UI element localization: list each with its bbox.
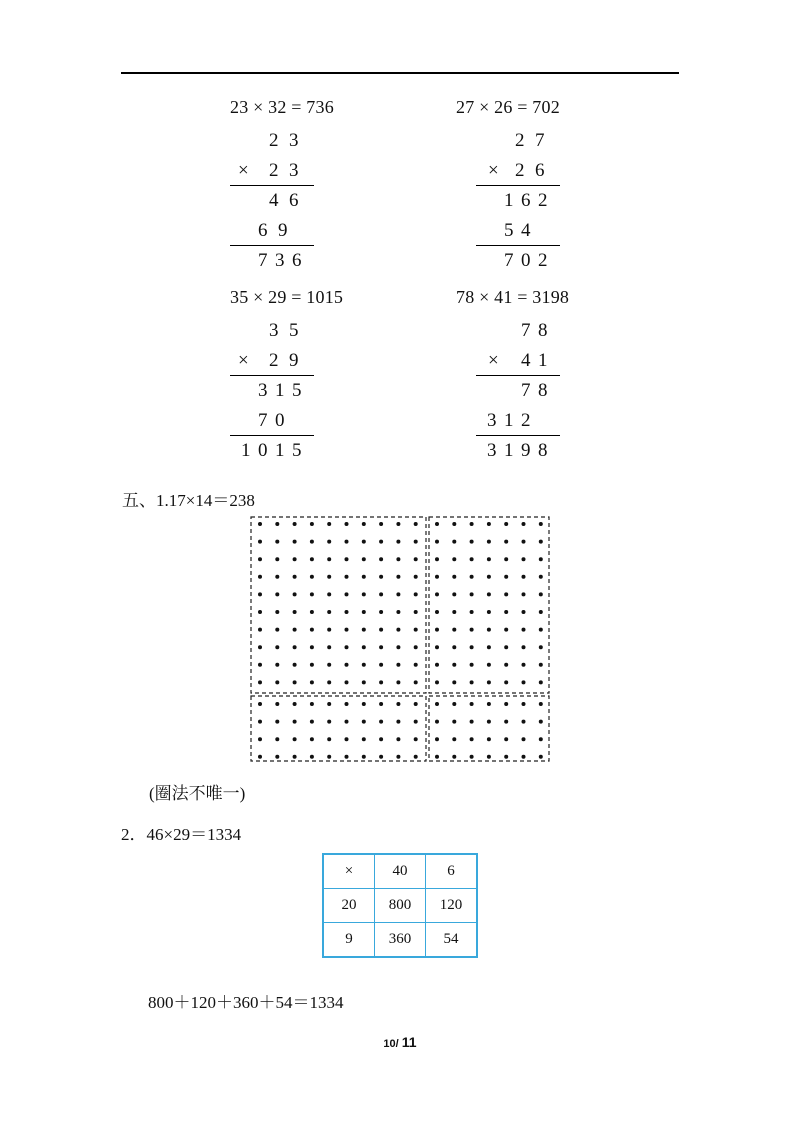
dot [522, 575, 526, 579]
dot [345, 663, 349, 667]
dot [470, 575, 474, 579]
dot [362, 540, 366, 544]
dot [452, 575, 456, 579]
dot [396, 755, 400, 759]
dot [414, 610, 418, 614]
dot [470, 610, 474, 614]
dot [310, 737, 314, 741]
table-row [323, 854, 477, 889]
partial-product-1: 1 6 2 [504, 190, 548, 211]
dot [362, 557, 366, 561]
dot [452, 720, 456, 724]
table-cell: 6 [426, 854, 478, 889]
product: 3 1 9 8 [487, 440, 548, 461]
dot [293, 680, 297, 684]
dot [275, 557, 279, 561]
dot [470, 680, 474, 684]
dot [414, 522, 418, 526]
dot [470, 663, 474, 667]
dot [275, 522, 279, 526]
dot [414, 680, 418, 684]
dot [310, 557, 314, 561]
dot [470, 557, 474, 561]
dot [327, 720, 331, 724]
dot [362, 592, 366, 596]
dot [504, 540, 508, 544]
rule [230, 375, 314, 376]
dot [396, 680, 400, 684]
table-row [323, 889, 477, 923]
dot [539, 522, 543, 526]
dot [275, 592, 279, 596]
dot [275, 720, 279, 724]
table-cell: 20 [323, 889, 375, 923]
dot [487, 645, 491, 649]
dot [310, 628, 314, 632]
dot [396, 720, 400, 724]
dot [258, 702, 262, 706]
dot [435, 720, 439, 724]
dot [293, 522, 297, 526]
dot [345, 522, 349, 526]
dot [539, 540, 543, 544]
dot [327, 575, 331, 579]
dot [310, 592, 314, 596]
multiplicand: 2 7 [515, 130, 545, 151]
rule [230, 185, 314, 186]
dot [258, 737, 262, 741]
multiplicand: 3 5 [269, 320, 299, 341]
dot [435, 557, 439, 561]
dot [258, 610, 262, 614]
dot [258, 557, 262, 561]
dot [470, 540, 474, 544]
dot [362, 720, 366, 724]
dot [470, 645, 474, 649]
dot [452, 522, 456, 526]
dot [293, 557, 297, 561]
dot [310, 645, 314, 649]
dot [275, 610, 279, 614]
dot [362, 737, 366, 741]
multiplier: × 4 1 [488, 350, 548, 371]
dot [258, 575, 262, 579]
dot [487, 540, 491, 544]
page-number [0, 1034, 800, 1050]
dot [327, 540, 331, 544]
dot [414, 575, 418, 579]
dot [345, 702, 349, 706]
dot [435, 610, 439, 614]
dot [293, 610, 297, 614]
dot [414, 737, 418, 741]
dot [327, 645, 331, 649]
dot [275, 575, 279, 579]
dot [435, 645, 439, 649]
dot [310, 702, 314, 706]
dot [345, 557, 349, 561]
dot [362, 522, 366, 526]
dot [293, 702, 297, 706]
dot [435, 755, 439, 759]
dot [327, 557, 331, 561]
dot [539, 755, 543, 759]
dot [345, 680, 349, 684]
dot [435, 540, 439, 544]
dot [470, 628, 474, 632]
dot [345, 737, 349, 741]
dot [310, 680, 314, 684]
dot [539, 680, 543, 684]
dot [293, 663, 297, 667]
dot [487, 663, 491, 667]
dot [414, 720, 418, 724]
dot [293, 592, 297, 596]
table-cell: 9 [323, 923, 375, 958]
dot [379, 663, 383, 667]
table-cell: 800 [375, 889, 426, 923]
multiplier: × 2 6 [488, 160, 545, 181]
product: 7 3 6 [258, 250, 302, 271]
partial-product-1: 4 6 [269, 190, 299, 211]
rule [476, 375, 560, 376]
dot [504, 680, 508, 684]
dot [275, 628, 279, 632]
dot [504, 610, 508, 614]
dot [396, 702, 400, 706]
dot [504, 575, 508, 579]
dot [396, 645, 400, 649]
partial-product-2: 3 1 2 [487, 410, 531, 431]
dot [487, 737, 491, 741]
table-cell: 40 [375, 854, 426, 889]
dot [345, 575, 349, 579]
dot [539, 575, 543, 579]
dot [435, 628, 439, 632]
dot [327, 702, 331, 706]
partial-product-2: 6 9 [258, 220, 288, 241]
dot [414, 557, 418, 561]
dot [310, 522, 314, 526]
dot [310, 755, 314, 759]
dot [539, 592, 543, 596]
dot [539, 720, 543, 724]
dot [258, 680, 262, 684]
equation: 27 × 26 = 702 [456, 97, 560, 117]
dot [362, 645, 366, 649]
dot [470, 702, 474, 706]
dot [327, 663, 331, 667]
dot [362, 755, 366, 759]
dot [379, 680, 383, 684]
partial-product-1: 3 1 5 [258, 380, 302, 401]
dot [327, 610, 331, 614]
dot [379, 628, 383, 632]
dot [470, 755, 474, 759]
dot [539, 557, 543, 561]
equation: 78 × 41 = 3198 [456, 287, 570, 307]
page-total: 11 [401, 1034, 417, 1050]
dot [522, 737, 526, 741]
dot [487, 575, 491, 579]
dot [452, 755, 456, 759]
question-5-heading: 五、1.17×14＝238 [122, 491, 255, 510]
multiplication-grid-table [322, 853, 478, 958]
dot [293, 737, 297, 741]
dot [414, 540, 418, 544]
dot [504, 557, 508, 561]
dot [362, 628, 366, 632]
table-cell: × [323, 854, 375, 889]
dot [522, 720, 526, 724]
dot [487, 592, 491, 596]
dot [522, 645, 526, 649]
rule [476, 435, 560, 436]
dot [487, 755, 491, 759]
dot [435, 592, 439, 596]
times-sign: × [238, 160, 249, 181]
dot [345, 628, 349, 632]
times-sign: × [488, 350, 499, 371]
dot [327, 680, 331, 684]
dot [522, 702, 526, 706]
rule [476, 185, 560, 186]
dot [539, 702, 543, 706]
dot [258, 755, 262, 759]
dot [345, 645, 349, 649]
dot [452, 610, 456, 614]
dot [487, 720, 491, 724]
dot [539, 610, 543, 614]
dot [396, 610, 400, 614]
dot [435, 663, 439, 667]
equation: 23 × 32 = 736 [230, 97, 334, 117]
table-row [323, 923, 477, 958]
dot [345, 610, 349, 614]
dot [275, 702, 279, 706]
dot [258, 663, 262, 667]
dot [310, 610, 314, 614]
dot [452, 663, 456, 667]
dot [293, 720, 297, 724]
dot [275, 663, 279, 667]
dot [504, 592, 508, 596]
dot [504, 645, 508, 649]
dot [327, 628, 331, 632]
dot [327, 522, 331, 526]
dot [345, 720, 349, 724]
dot [396, 522, 400, 526]
dot [362, 680, 366, 684]
dot [452, 592, 456, 596]
equation: 35 × 29 = 1015 [230, 287, 344, 307]
partial-product-2: 7 0 [258, 410, 285, 431]
dot [258, 592, 262, 596]
dot [435, 737, 439, 741]
rule [230, 435, 314, 436]
dot [293, 755, 297, 759]
multiplicand: 2 3 [269, 130, 299, 151]
dot [452, 557, 456, 561]
sum-line: 800＋120＋360＋54＝1334 [148, 993, 344, 1012]
dot [522, 592, 526, 596]
multiplicand: 7 8 [521, 320, 548, 341]
dot [396, 575, 400, 579]
dot [435, 702, 439, 706]
dot [470, 720, 474, 724]
dot [379, 645, 383, 649]
dot [414, 702, 418, 706]
dot [362, 663, 366, 667]
table-cell: 54 [426, 923, 478, 958]
dot [487, 610, 491, 614]
dot [539, 628, 543, 632]
times-sign: × [488, 160, 499, 181]
dot [504, 737, 508, 741]
dot [362, 575, 366, 579]
dot [258, 645, 262, 649]
dot [293, 645, 297, 649]
dot [504, 720, 508, 724]
dot [435, 680, 439, 684]
dot [522, 522, 526, 526]
times-sign: × [238, 350, 249, 371]
dot [258, 720, 262, 724]
dot [379, 755, 383, 759]
header-rule [121, 72, 679, 74]
dot [414, 645, 418, 649]
dot [539, 663, 543, 667]
partial-product-2: 5 4 [504, 220, 531, 241]
dot [379, 702, 383, 706]
dot [487, 702, 491, 706]
dot [310, 540, 314, 544]
dot [258, 540, 262, 544]
dot [379, 720, 383, 724]
dot [293, 575, 297, 579]
table-cell: 360 [375, 923, 426, 958]
dot-array-diagram [248, 515, 554, 765]
dot [258, 628, 262, 632]
dot [452, 628, 456, 632]
dot [310, 663, 314, 667]
dot [452, 645, 456, 649]
dot [310, 720, 314, 724]
dot [522, 557, 526, 561]
dot [504, 663, 508, 667]
dot [470, 522, 474, 526]
dot [327, 755, 331, 759]
dot [452, 680, 456, 684]
dot [379, 610, 383, 614]
dot [487, 557, 491, 561]
dot [487, 680, 491, 684]
dot [487, 522, 491, 526]
dot [293, 540, 297, 544]
rule [476, 245, 560, 246]
dot [396, 540, 400, 544]
dot [435, 575, 439, 579]
dot [345, 755, 349, 759]
dot [504, 628, 508, 632]
dot [362, 610, 366, 614]
partial-product-1: 7 8 [521, 380, 548, 401]
dot [414, 592, 418, 596]
dot [379, 540, 383, 544]
dot [275, 680, 279, 684]
rule [230, 245, 314, 246]
dot [504, 755, 508, 759]
dot [345, 540, 349, 544]
dot [396, 557, 400, 561]
dot [379, 737, 383, 741]
dot-grid [258, 522, 543, 759]
question-2-heading: 2．46×29＝1334 [121, 825, 242, 844]
dot [275, 755, 279, 759]
dot [327, 592, 331, 596]
dot [522, 680, 526, 684]
dot [396, 628, 400, 632]
product: 1 0 1 5 [241, 440, 302, 461]
dot [327, 737, 331, 741]
table-cell: 120 [426, 889, 478, 923]
multiplier: × 2 3 [238, 160, 299, 181]
dot [539, 645, 543, 649]
dot [487, 628, 491, 632]
page-current: 10/ [383, 1038, 399, 1050]
dot [470, 592, 474, 596]
dot [379, 557, 383, 561]
dot [414, 628, 418, 632]
dot [293, 628, 297, 632]
dot [379, 575, 383, 579]
dot [522, 755, 526, 759]
dot [275, 645, 279, 649]
dot [452, 737, 456, 741]
dot [414, 663, 418, 667]
dot [345, 592, 349, 596]
dot [522, 610, 526, 614]
product: 7 0 2 [504, 250, 548, 271]
dot [522, 663, 526, 667]
dot [504, 522, 508, 526]
dot [522, 628, 526, 632]
dot [504, 702, 508, 706]
dot [275, 540, 279, 544]
dot [396, 737, 400, 741]
dot [435, 522, 439, 526]
dot [470, 737, 474, 741]
dot [258, 522, 262, 526]
dot [452, 540, 456, 544]
note-text: (圈法不唯一) [149, 784, 246, 803]
dot [379, 522, 383, 526]
dot [522, 540, 526, 544]
dot [539, 737, 543, 741]
dot [414, 755, 418, 759]
dot [396, 592, 400, 596]
dot [396, 663, 400, 667]
dot [379, 592, 383, 596]
dot [310, 575, 314, 579]
dot [362, 702, 366, 706]
dot [275, 737, 279, 741]
dot [452, 702, 456, 706]
multiplier: × 2 9 [238, 350, 299, 371]
